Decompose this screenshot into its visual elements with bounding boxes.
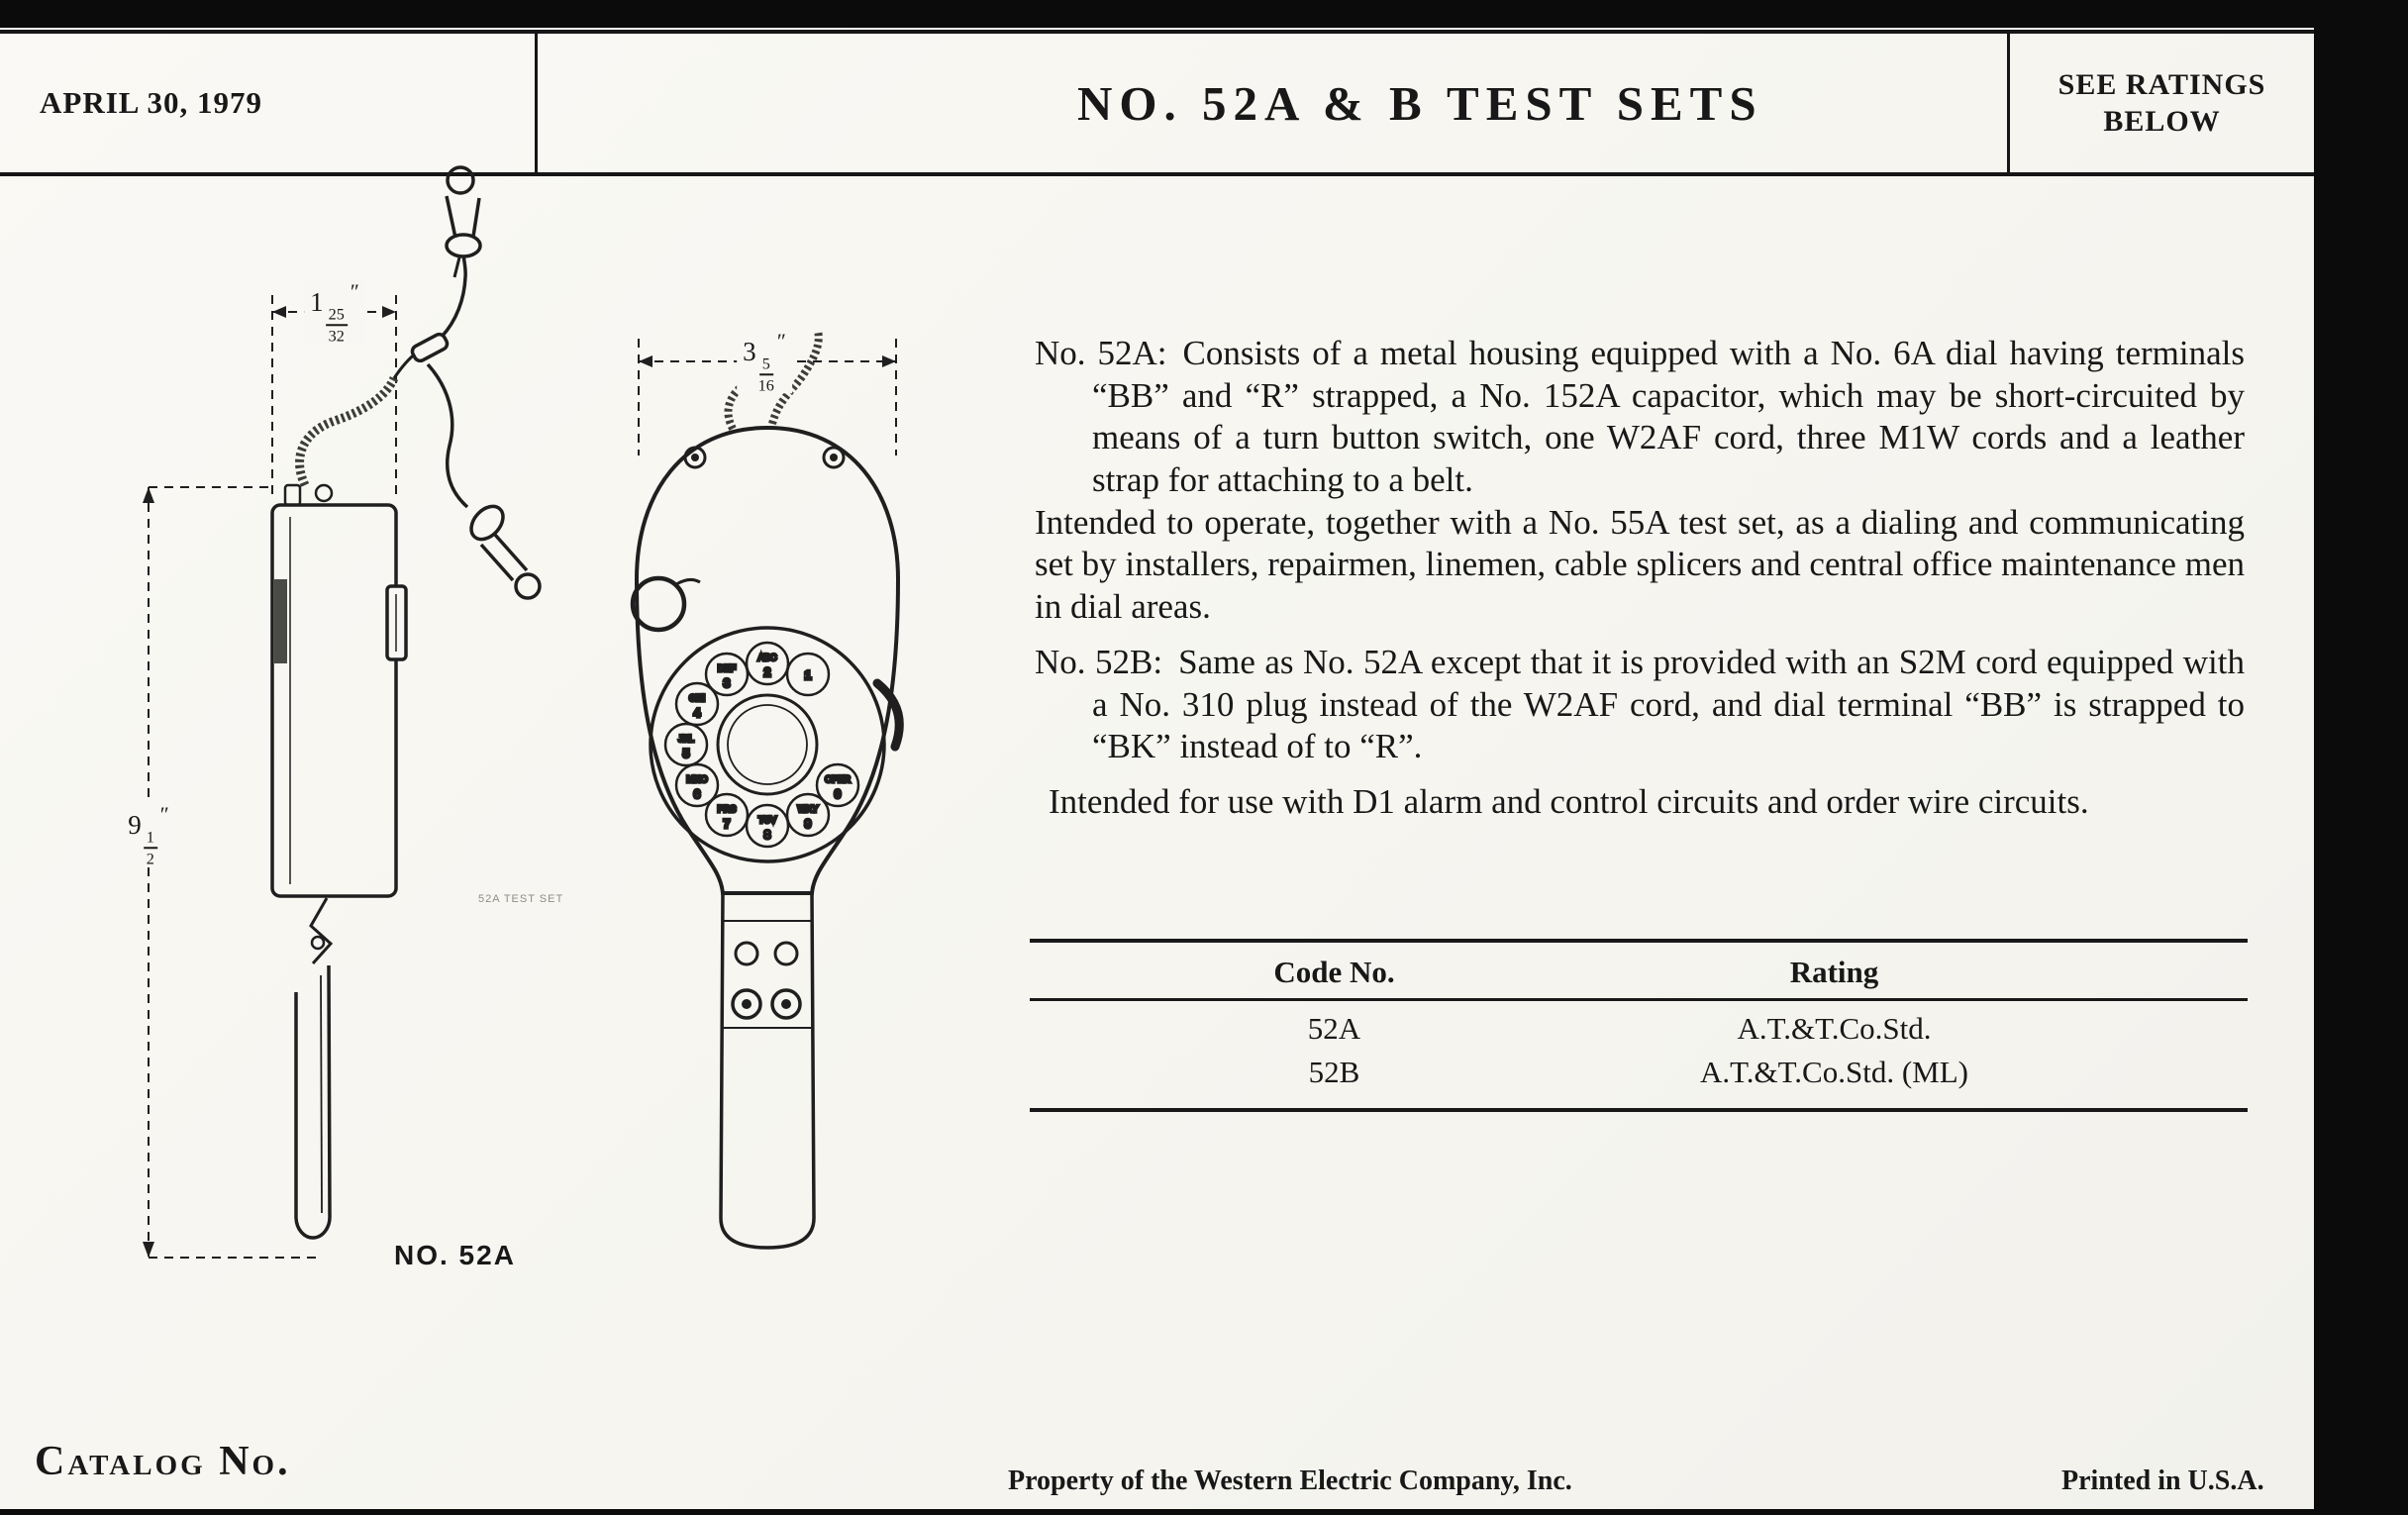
ratings-note-line2: BELOW bbox=[2103, 105, 2221, 138]
rating-cell: A.T.&T.Co.Std. bbox=[1737, 1011, 1932, 1046]
ratings-row bbox=[1030, 1051, 2248, 1110]
catalog-page bbox=[0, 28, 2314, 1509]
ratings-note bbox=[2010, 34, 2314, 172]
para-52b-text: Same as No. 52A except that it is provided with an S2M cord equipped with a No. 310 plug instead of the W2AF cord, and dial terminal “BB” is strapped to “BK” instead of to “R”. bbox=[1092, 642, 2245, 766]
property-notice: Property of the Western Electric Company, Inc. bbox=[1008, 1465, 1572, 1496]
figure-area bbox=[79, 129, 970, 1386]
dimension-height: 9 $\frac{1}{2}$ ″ bbox=[122, 802, 175, 866]
para-52a-continued: Intended to operate, together with a No. 55A test set, as a dialing and communicating set by installers, repairmen, linemen, cable splicers and central office maintenance men in dial areas. bbox=[1035, 502, 2245, 627]
dimension-side-width: 1 $\frac{25}{32}$ ″ bbox=[304, 279, 365, 344]
dial-letters-8: TUV bbox=[758, 815, 776, 825]
dial-letters-4: GHI bbox=[688, 693, 706, 703]
dial-digit-0: 0 bbox=[834, 787, 842, 801]
dial-digit-9: 9 bbox=[804, 817, 812, 831]
rotary-dial-holes bbox=[665, 643, 858, 847]
ratings-table bbox=[1030, 939, 2248, 1112]
para-52b-label: No. 52B: bbox=[1035, 642, 1163, 681]
dial-digit-3: 3 bbox=[723, 676, 731, 690]
figure-caption: NO. 52A bbox=[394, 1240, 516, 1270]
dimension-front-width: 3 $\frac{5}{16}$ ″ bbox=[737, 329, 792, 393]
rating-cell: A.T.&T.Co.Std. (ML) bbox=[1700, 1055, 1968, 1089]
page-title: NO. 52A & B TEST SETS bbox=[1077, 75, 1763, 131]
dial-digit-6: 6 bbox=[693, 787, 701, 801]
dial-digit-4: 4 bbox=[693, 706, 701, 720]
printed-in-usa: Printed in U.S.A. bbox=[2061, 1465, 2264, 1496]
test-set-line-drawing bbox=[79, 129, 970, 1386]
para-intended-use: Intended for use with D1 alarm and control circuits and order wire circuits. bbox=[1049, 781, 2089, 821]
dial-digit-8: 8 bbox=[763, 828, 771, 842]
date-label: APRIL 30, 1979 bbox=[40, 85, 262, 120]
description-text bbox=[1035, 333, 2245, 824]
dial-digit-7: 7 bbox=[723, 817, 731, 831]
dial-letters-6: MNO bbox=[686, 774, 708, 784]
para-52a bbox=[1035, 333, 2245, 502]
dial-letters-0: OPER bbox=[825, 774, 851, 784]
dial-digit-1: 1 bbox=[804, 668, 812, 682]
code-cell: 52B bbox=[1308, 1055, 1360, 1089]
dial-letters-2: ABC bbox=[757, 653, 777, 662]
column-header-rating: Rating bbox=[1639, 941, 2248, 1000]
para-52a-label: No. 52A: bbox=[1035, 334, 1167, 372]
para-52a-text: Consists of a metal housing equipped with a No. 6A dial having terminals “BB” and “R” strapped, a No. 152A capacitor, which may be short-circuited by means of a turn button switch, one W2AF cord, three M1W cords and a leather strap for attaching to a belt. bbox=[1092, 334, 2245, 500]
dial-letters-9: WXY bbox=[797, 804, 819, 814]
dial-digit-5: 5 bbox=[682, 747, 690, 760]
dial-digit-2: 2 bbox=[763, 665, 771, 679]
column-header-code: Code No. bbox=[1030, 941, 1639, 1000]
figure-watermark: 52A TEST SET bbox=[478, 893, 564, 905]
dial-letters-7: PRS bbox=[717, 804, 737, 814]
table-header-row bbox=[1030, 941, 2248, 1000]
front-view-drawing bbox=[633, 331, 899, 1248]
dial-letters-3: DEF bbox=[718, 663, 736, 673]
catalog-no-label: Catalog No. bbox=[35, 1439, 291, 1484]
para-52b bbox=[1035, 642, 2245, 768]
dial-letters-5: JKL bbox=[678, 734, 694, 744]
ratings-row bbox=[1030, 1000, 2248, 1052]
code-cell: 52A bbox=[1307, 1011, 1361, 1046]
ratings-note-line1: SEE RATINGS bbox=[2057, 67, 2266, 101]
